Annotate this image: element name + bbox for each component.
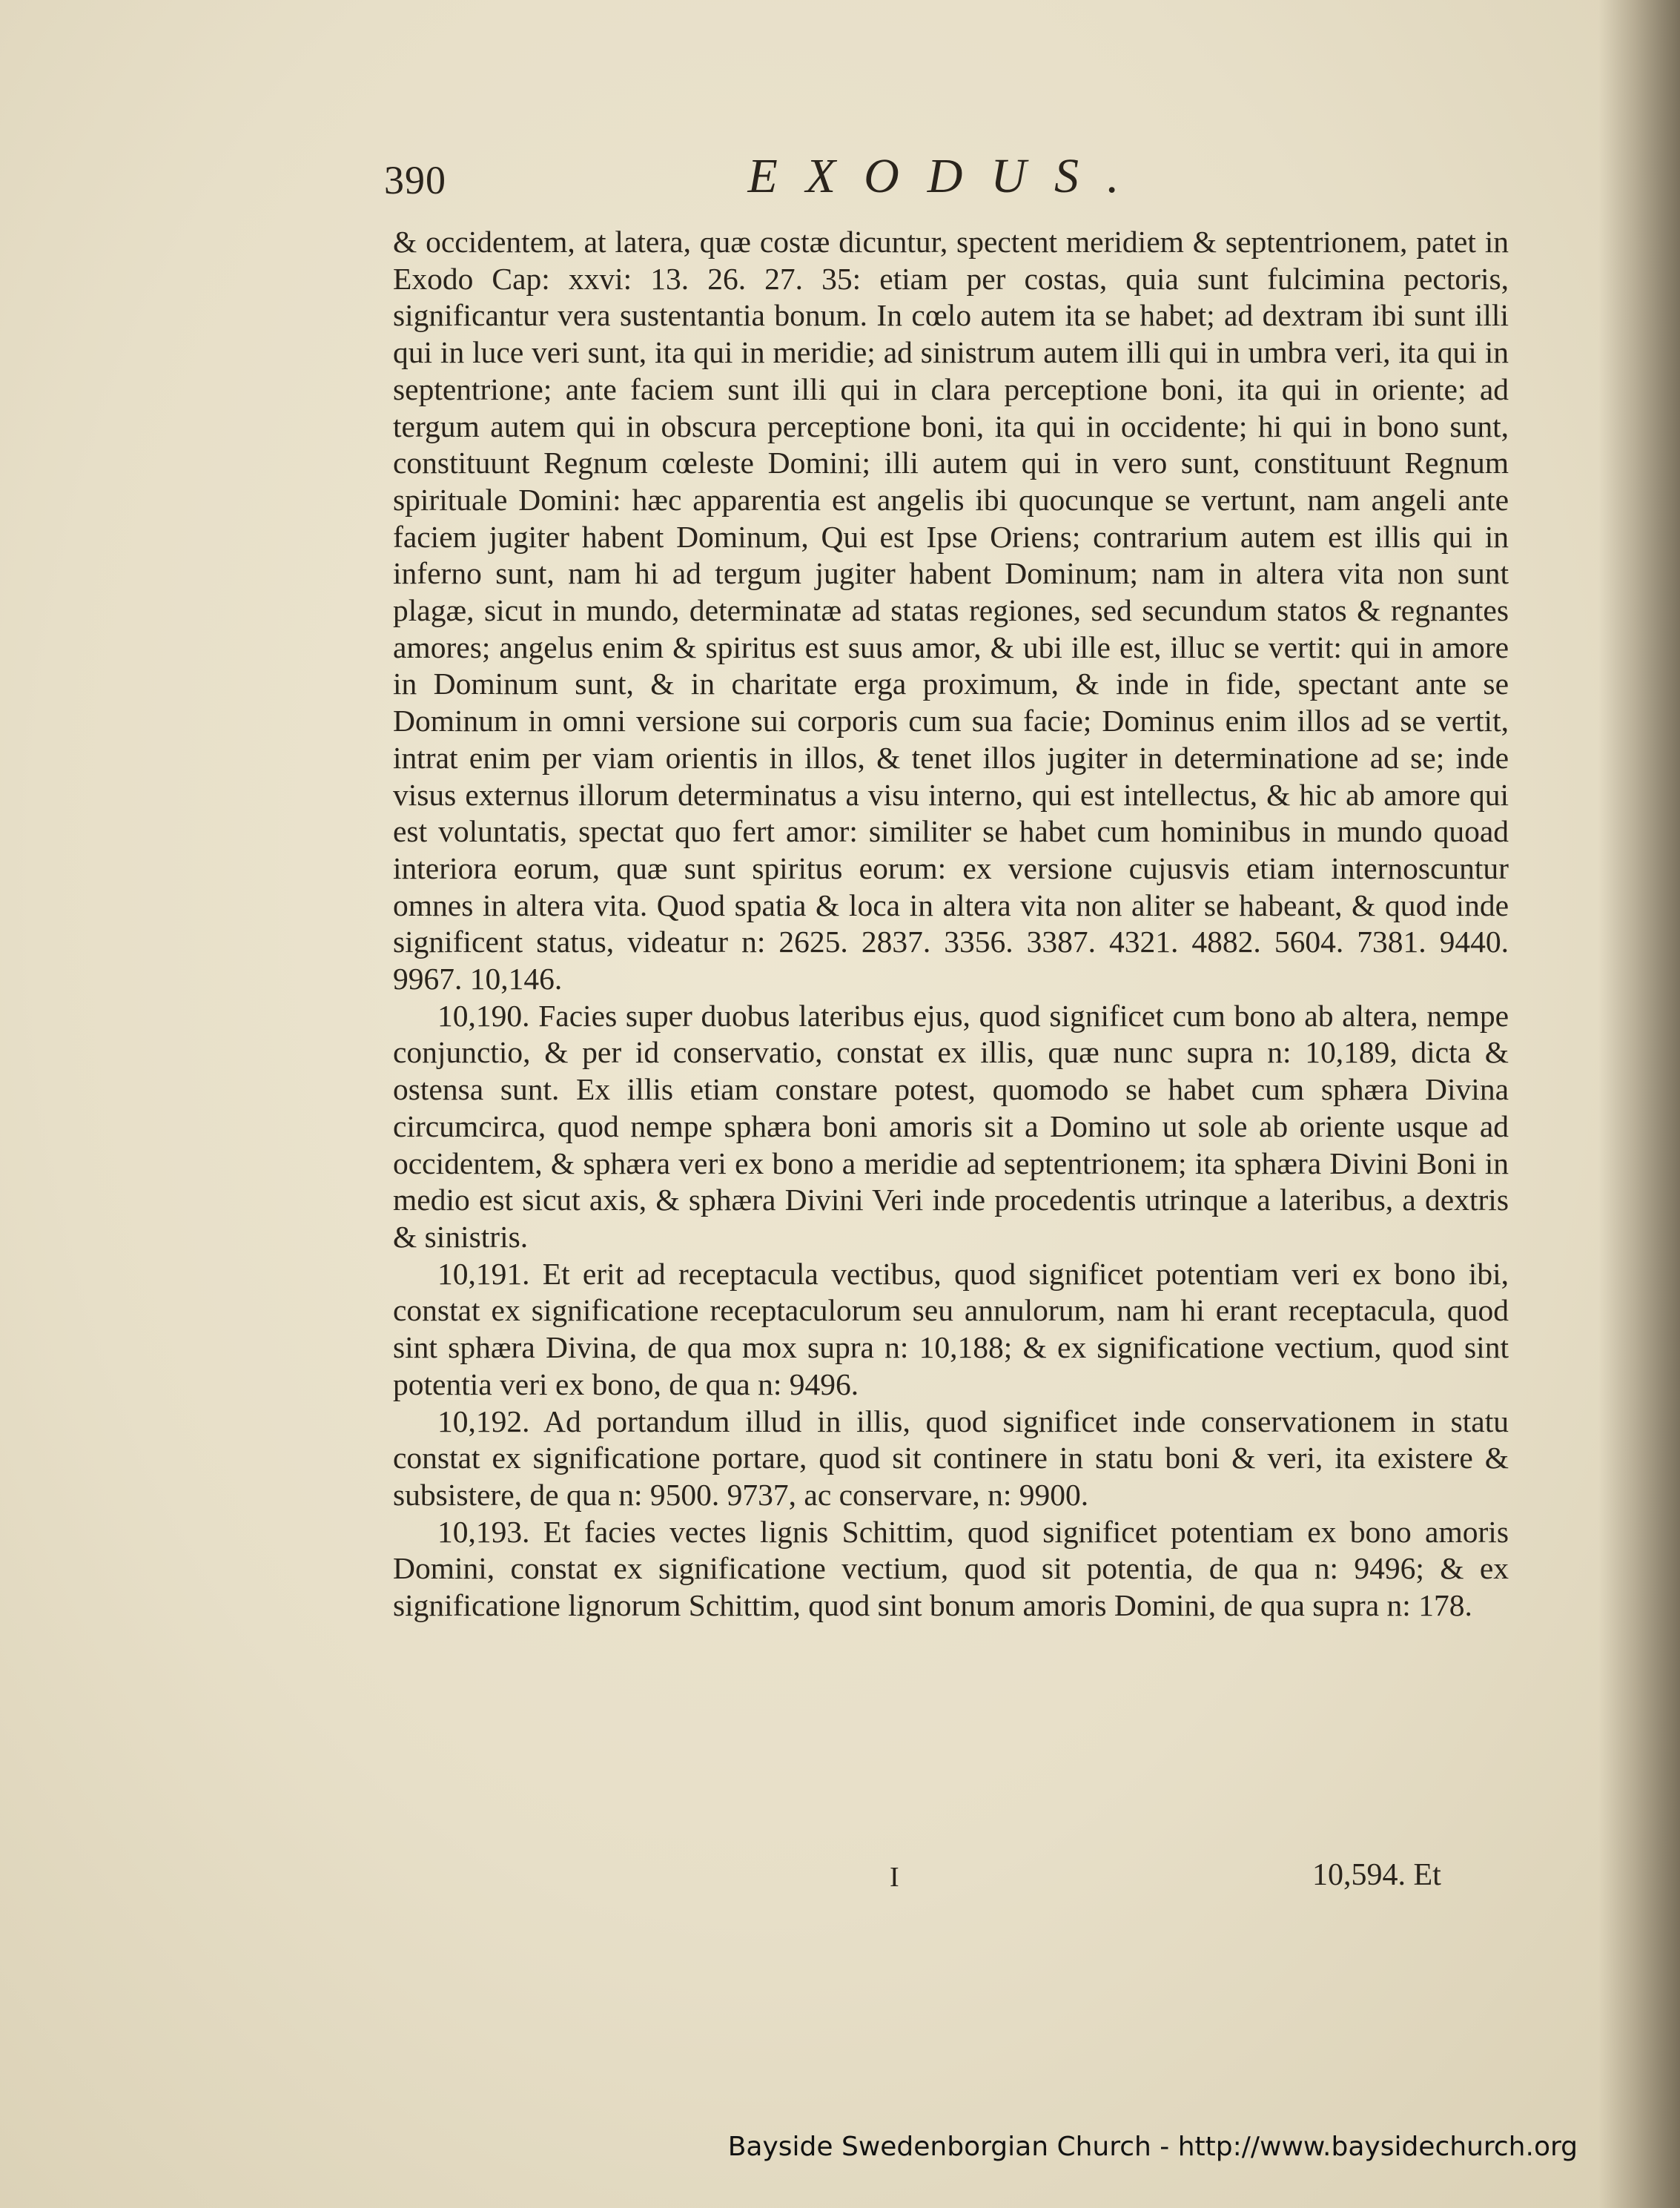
page-number: 390 — [384, 158, 446, 202]
body-text — [393, 224, 1509, 1624]
signature-mark: I — [890, 1862, 899, 1893]
paragraph-10192: 10,192. Ad portandum illud in illis, quod significet inde conservationem in statu constat ex significatione portare, quod sit continere in statu boni & veri, ita existere & subsistere, de qua n: 9500. 9737, ac conservare, n: 9900. — [393, 1404, 1509, 1512]
paragraph-10191: 10,191. Et erit ad receptacula vectibus, quod significet potentiam veri ex bono ibi, constat ex significatione receptaculorum seu annulorum, nam hi erant receptacula, quod sint sphæra Divina, de qua mox supra n: 10,188; & ex significatione vectium, quod sint potentia veri ex bono, de qua n: 9496. — [393, 1256, 1509, 1401]
running-title: EXODUS. — [747, 149, 1148, 203]
page-header — [384, 148, 1511, 215]
paragraph-10190: 10,190. Facies super duobus lateribus ejus, quod significet cum bono ab altera, nempe conjunctio, & per id conservatio, constat ex illis, quæ nunc supra n: 10,189, dicta & ostensa sunt. Ex illis etiam constare potest, quomodo se habet cum sphæra Divina circumcirca, quod nempe sphæra boni amoris sit a Domino ut sole ab oriente usque ad occidentem, & sphæra veri ex bono a meridie ad septentrionem; ita sphæra Divini Boni in medio est sicut axis, & sphæra Divini Veri inde procedentis utrinque a lateribus, a dextris & sinistris. — [393, 998, 1509, 1254]
watermark-caption: Bayside Swedenborgian Church - http://www.baysidechurch.org — [727, 2132, 1578, 2162]
spine-shadow — [1598, 0, 1680, 2208]
paragraph-10193: 10,193. Et facies vectes lignis Schittim, quod significet potentiam ex bono amoris Domini, constat ex significatione vectium, quod sit potentia, de qua n: 9496; & ex significatione lignorum Schittim, quod sint bonum amoris Domini, de qua supra n: 178. — [393, 1514, 1509, 1623]
paragraph-continuation: & occidentem, at latera, quæ costæ dicuntur, spectent meridiem & septentrionem, patet in Exodo Cap: xxvi: 13. 26. 27. 35: etiam per costas, quia sunt fulcimina pectoris, significantur vera sustentantia bonum. In cœlo autem ita se habet; ad dextram ibi sunt illi qui in luce veri sunt, ita qui in meridie; ad sinistrum autem illi qui in umbra veri, ita qui in septentrione; ante faciem sunt illi qui in clara perceptione boni, ita qui in oriente; ad tergum autem qui in obscura perceptione boni, ita qui in occidente; hi qui in bono sunt, constituunt Regnum cœleste Domini; illi autem qui in vero sunt, constituunt Regnum spirituale Domini: hæc apparentia est angelis ibi quocunque se vertunt, nam angeli ante faciem jugiter habent Dominum, Qui est Ipse Oriens; contrarium autem est illis qui in inferno sunt, nam hi ad tergum jugiter habent Dominum; nam in altera vita non sunt plagæ, sicut in mundo, determinatæ ad statas regiones, sed secundum statos & regnantes amores; angelus enim & spiritus est suus amor, & ubi ille est, illuc se vertit: qui in amore in Dominum sunt, & in charitate erga proximum, & inde in fide, spectant ante se Dominum in omni versione sui corporis cum sua facie; Dominus enim illos ad se vertit, intrat enim per viam orientis in illos, & tenet illos jugiter in determinatione ad se; inde visus externus illorum determinatus a visu interno, qui est intellectus, & hic ab amore qui est voluntatis, spectat quo fert amor: similiter se habet cum hominibus in mundo quoad interiora eorum, quæ sunt spiritus eorum: ex versione cujusvis etiam internoscuntur omnes in altera vita. Quod spatia & loca in altera vita non aliter se habeant, & quod inde significent status, videatur n: 2625. 2837. 3356. 3387. 4321. 4882. 5604. 7381. 9440. 9967. 10,146. — [393, 225, 1509, 996]
catchword: 10,594. Et — [1312, 1858, 1441, 1892]
